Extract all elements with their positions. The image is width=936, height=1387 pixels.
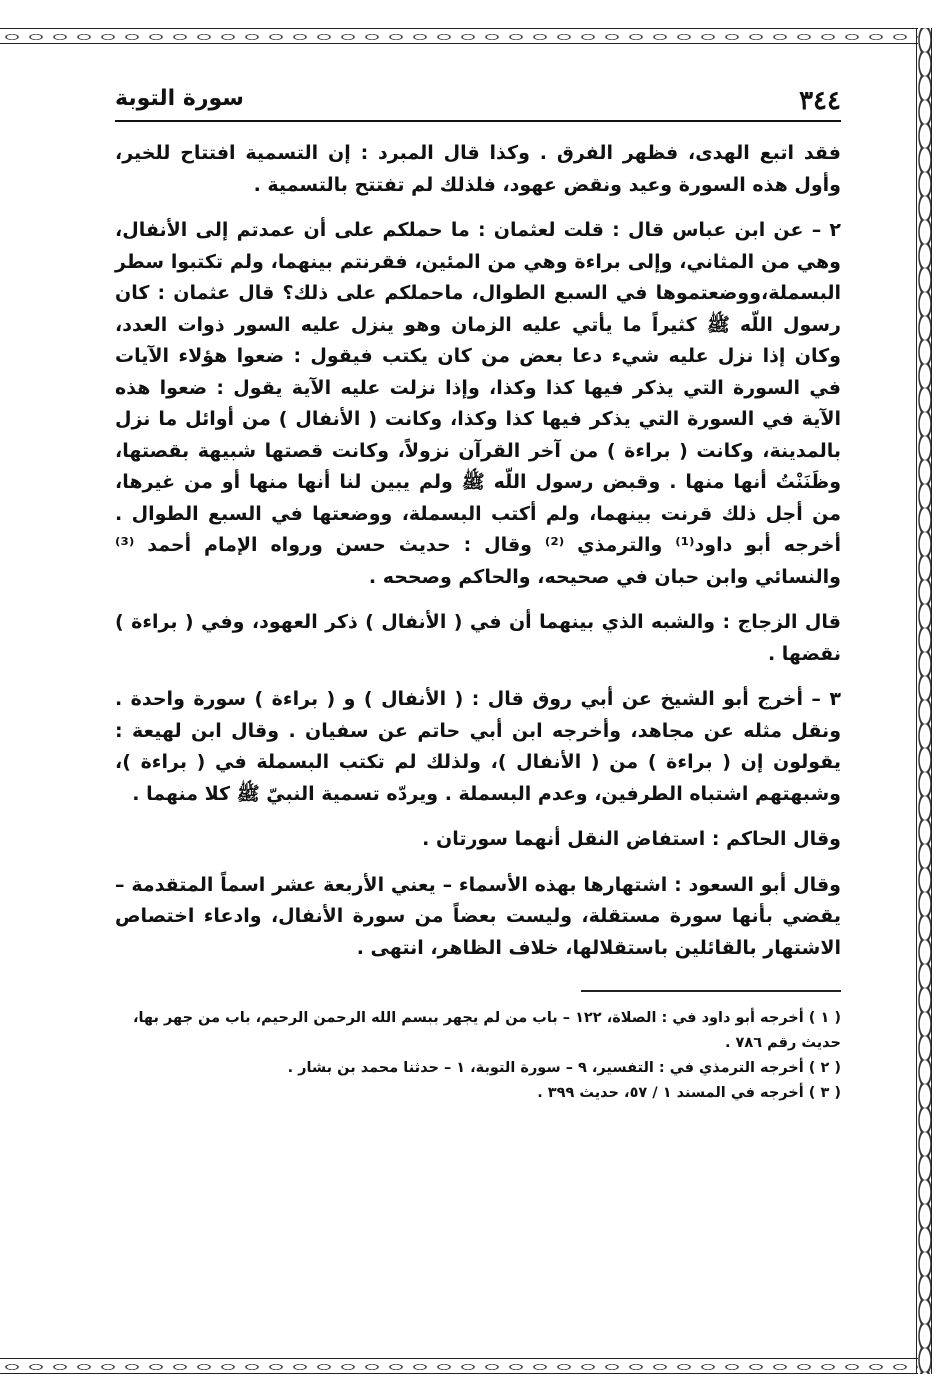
footnote-2: ( ٢ ) أخرجه الترمذي في : التفسير، ٩ – سورة التوبة، ١ – حدثنا محمد بن بشار . (287, 1060, 841, 1076)
decorative-border-top (0, 28, 918, 44)
footnote-3: ( ٣ ) أخرجه في المسند ١ / ٥٧، حديث ٣٩٩ . (537, 1085, 841, 1101)
decorative-border-bottom (0, 1358, 918, 1374)
paragraph-3: قال الزجاج : والشبه الذي بينهما أن في ( الأنفال ) ذكر العهود، وفي ( براءة ) نقضها . (115, 611, 841, 665)
book-page (115, 80, 841, 1106)
footnote-1: ( ١ ) أخرجه أبو داود في : الصلاة، ١٢٢ – باب من لم يجهر ببسم الله الرحمن الرحيم، باب من جهر بها، حديث رقم ٧٨٦ . (132, 1010, 841, 1051)
paragraph-6: وقال أبو السعود : اشتهارها بهذه الأسماء – يعني الأربعة عشر اسماً المتقدمة – يقضي بأنها سورة مستقلة، وليست بعضاً من سورة الأنفال، وادعاء اختصاص الاشتهار بالقائلين باستقلالها، خلاف الظاهر، انتهى . (115, 873, 841, 959)
footnote-divider (581, 990, 841, 992)
decorative-border-right (916, 28, 932, 1374)
paragraph-4: ٣ – أخرج أبو الشيخ عن أبي روق قال : ( الأنفال ) و ( براءة ) سورة واحدة . ونقل مثله عن مجاهد، وأخرجه ابن أبي حاتم عن سفيان . وقال ابن لهيعة : يقولون إن ( براءة ) من ( الأنفال )، ولذلك لم تكتب البسملة في ( براءة )، وشبهتهم اشتباه الطرفين، وعدم البسملة . ويردّه تسمية النبيّ ﷺ كلا منهما . (115, 688, 841, 805)
paragraph-2: ٢ – عن ابن عباس قال : قلت لعثمان : ما حملكم على أن عمدتم إلى الأنفال، وهي من المثاني، وإلى براءة وهي من المئين، فقرنتم بينهما، ولم تكتبوا سطر البسملة،ووضعتموها في السبع الطوال، ماحملكم على ذلك؟ قال عثمان : كان رسول اللّه ﷺ كثيراً ما يأتي عليه الزمان وهو ينزل عليه السور ذوات العدد، وكان إذا نزل عليه شيء دعا بعض من كان يكتب فيقول : ضعوا هؤلاء الآيات في السورة التي يذكر فيها كذا وكذا، وإذا نزلت عليه الآية يقول : ضعوا هذه الآية في السورة التي يذكر فيها كذا وكذا، وكانت ( الأنفال ) من أوائل ما نزل بالمدينة، وكانت ( براءة ) من آخر القرآن نزولاً، وكانت قصتها شبيهة بقصتها، وظَنَنْتُ أنها منها . وقبض رسول اللّه ﷺ ولم يبين لنا أنها منها أو من غيرها، من أجل ذلك قرنت بينهما، ولم أكتب البسملة، ووضعتها في السبع الطوال . أخرجه أبو داود⁽¹⁾ والترمذي ⁽²⁾ وقال : حديث حسن ورواه الإمام أحمد ⁽³⁾ والنسائي وابن حبان في صحيحه، والحاكم وصححه . (115, 219, 841, 588)
paragraph-5: وقال الحاكم : استفاض النقل أنهما سورتان . (422, 828, 841, 850)
paragraph-1: فقد اتبع الهدى، فظهر الفرق . وكذا قال المبرد : إن التسمية افتتاح للخير، وأول هذه السورة وعيد ونقض عهود، فلذلك لم تفتتح بالتسمية . (115, 142, 841, 196)
page-number: ٣٤٤ (799, 86, 841, 116)
footnotes (115, 1006, 841, 1106)
body-text (115, 138, 841, 964)
running-title: سورة التوبة (115, 86, 244, 111)
page-header (115, 80, 841, 122)
